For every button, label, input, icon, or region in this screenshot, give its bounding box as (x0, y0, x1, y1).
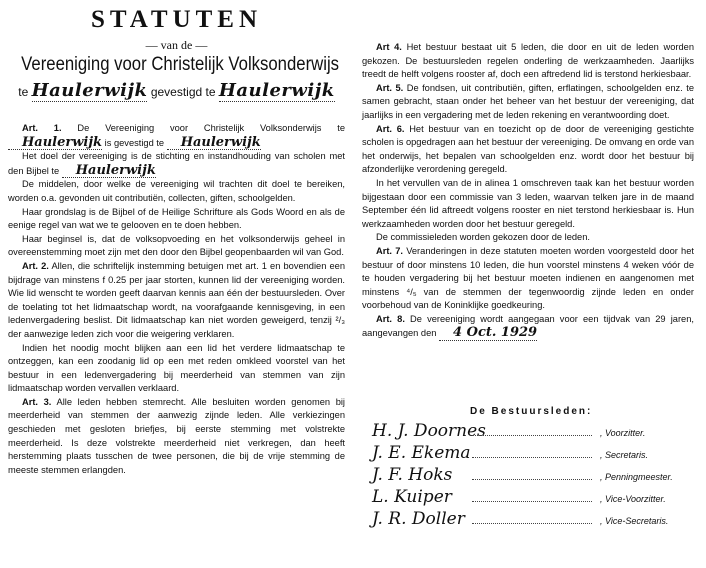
dotted-line (472, 523, 592, 524)
article-1 (8, 122, 345, 150)
role-label: , Secretaris. (600, 450, 649, 460)
signature: L. Kuiper (372, 487, 452, 507)
te-label: te (18, 85, 29, 99)
article-1-goal (8, 150, 345, 178)
document-title: STATUTEN (90, 6, 263, 33)
article-text: De vereeniging wordt aangegaan voor een tijdvak van 29 jaren, aangevangen den (362, 313, 694, 339)
handwritten-place: Haulerwijk (8, 136, 102, 151)
organization-name: Vereeniging voor Christelijk Volksonderwijs (21, 54, 340, 75)
signature-row (372, 442, 672, 462)
article-1-means: De middelen, door welke de vereeniging wil trachten dit doel te bereiken, worden o.a. gevonden uit contributiën, collecten, giften, schoolgelden. (8, 179, 345, 203)
handwritten-place: Haulerwijk (167, 136, 261, 151)
article-text: Alle leden hebben stemrecht. Alle besluiten worden genomen bij meerderheid van stemmen der aanwezig zijnde leden. Alle verkiezingen geschieden met gesloten briefjes, bij eerste stemming met volstrekte meerderheid. Is deze volstrekte meerderheid niet verkregen, dan heeft herstemming plaats tusschen de twee personen, die bij de vrije stemming de meeste stemmen erlangden. (8, 396, 345, 475)
subtitle-van-de: — van de — (145, 38, 208, 52)
handwritten-place: Haulerwijk (62, 164, 156, 179)
signature: J. E. Ekema (372, 443, 471, 463)
article-5 (362, 82, 694, 123)
handwritten-place-2: Haulerwijk (218, 80, 335, 101)
article-text: Het bestuur van en toezicht op de door de vereeniging gestichte scholen is opgedragen aan het bestuur der vereeniging. De omvang en orde van het onderwijs, het bepalen van schoolgelden enz. wordt door het bestuur bij afzonderlijke verordening geregeld. (362, 123, 694, 175)
handwritten-date: 4 Oct. 1929 (439, 326, 537, 341)
article-label: Art. 8. (376, 313, 405, 324)
article-2 (8, 260, 345, 342)
article-text: Allen, die schriftelijk instemming betuigen met art. 1 en bovendien een bijdrage van minstens f 0.25 per jaar storten, kunnen lid der vereeniging worden. Wie lid wenscht te worden geeft daarvan kennis aan één der bestuursleden. Over de toelating tot het lidmaatschap wordt, na voorafgaande kennisgeving, in een ledenvergadering beslist. Dit lidmaatschap kan niet worden geweigerd, tenzij ²/₃ der aanwezige leden zich voor die weigering verklaren. (8, 260, 345, 339)
article-label: Art. 1. (22, 123, 62, 133)
article-2-expulsion: Indien het noodig mocht blijken aan een lid het verdere lidmaatschap te ontzeggen, kan een zoodanig lid op een met reden omkleed voorstel van het bestuur in een ledenvergadering bij meerderheid van stemmen van zijn lidmaatschap worden vervallen verklaard. (8, 342, 345, 394)
article-4 (362, 41, 694, 82)
handwritten-place-1: Haulerwijk (31, 80, 148, 101)
article-6-election: De commissieleden worden gekozen door de leden. (376, 232, 590, 243)
role-label: , Vice-Voorzitter. (600, 494, 666, 504)
article-3 (8, 396, 345, 478)
dotted-line (472, 435, 592, 436)
article-text: Het doel der vereeniging is de stichting en instandhouding van scholen met den Bijbel te (8, 151, 345, 176)
article-text: is gevestigd te (104, 137, 165, 148)
role-label: , Penningmeester. (600, 472, 673, 482)
article-text: De fondsen, uit contributiën, giften, erflatingen, schoolgelden enz. te samen gebracht, staan onder het beheer van het bestuur der vereeniging, dat jaarlijks in een vergadering met de leden rekening en verantwoording doet. (362, 82, 694, 120)
signature-row (372, 420, 672, 440)
right-column (362, 41, 694, 341)
place-line (0, 80, 353, 102)
article-label: Art. 6. (376, 123, 405, 134)
article-label: Art. 5. (376, 82, 404, 93)
signature: J. R. Doller (372, 509, 465, 529)
board-title: De Bestuursleden: (470, 406, 593, 417)
dotted-line (472, 457, 592, 458)
article-1-foundation: Haar grondslag is de Bijbel of de Heilige Schrifture als Gods Woord en als de eenige regel van wat we te gelooven en te doen hebben. (8, 206, 345, 231)
signature: H. J. Doornes (372, 421, 486, 441)
article-7 (362, 245, 694, 313)
gevestigd-label: gevestigd te (150, 85, 216, 99)
article-label: Art 4. (376, 42, 402, 52)
article-text: Het bestuur bestaat uit 5 leden, die door en uit de leden worden gekozen. De bestuursleden regelen onderling de werkzaamheden. Jaarlijks treedt de helft volgens rooster af, doch een aftredend lid is terstond herkiesbaar. (362, 42, 695, 80)
article-label: Art. 2. (22, 260, 49, 271)
signature-row (372, 464, 672, 484)
article-label: Art. 7. (376, 245, 403, 256)
dotted-line (472, 501, 592, 502)
signature: J. F. Hoks (372, 465, 453, 485)
signature-row (372, 486, 672, 506)
article-1-principle: Haar beginsel is, dat de volksopvoeding en het volksonderwijs geheel in overeenstemming moet zijn met den door den Bijbel geopenbaarden wil van God. (8, 233, 345, 258)
article-8 (362, 313, 694, 341)
article-6-commission: In het vervullen van de in alinea 1 omschreven taak kan het bestuur worden bijgestaan door een commissie van 3 leden, waarvan telken jare in de maand September één lid aftreedt volgens rooster en niet terstond herkiesbaar is. Hun werkzaamheden worden door het bestuur geregeld. (362, 177, 694, 229)
left-column (8, 122, 345, 477)
dotted-line (472, 479, 592, 480)
article-6 (362, 123, 694, 177)
article-label: Art. 3. (22, 396, 52, 407)
article-text: Veranderingen in deze statuten moeten worden voorgesteld door het bestuur of door minstens 10 leden, die hun voorstel minstens 4 weken vóór de te houden vergadering bij het bestuur moeten indienen en aangenomen met minstens ⁴/₅ van de stemmen der tegenwoordig zijnde leden en onder voorbehoud van de Koninklijke goedkeuring. (362, 245, 694, 311)
article-text: De Vereeniging voor Christelijk Volksonderwijs te (77, 123, 346, 133)
signature-row (372, 508, 672, 528)
role-label: , Vice-Secretaris. (600, 516, 669, 526)
role-label: , Voorzitter. (600, 428, 646, 438)
